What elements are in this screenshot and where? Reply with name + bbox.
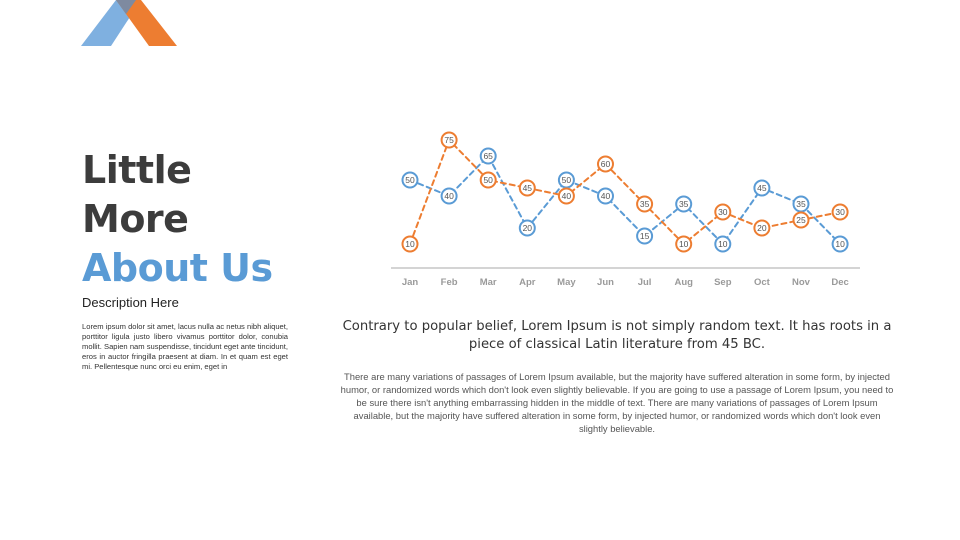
data-label: 30	[718, 207, 728, 218]
logo	[81, 0, 177, 46]
x-tick-label: Sep	[714, 277, 732, 288]
series-line-1	[410, 156, 840, 244]
data-label: 40	[600, 191, 611, 202]
x-tick-label: Jul	[637, 277, 652, 288]
data-label: 30	[835, 207, 845, 218]
data-label: 35	[796, 199, 806, 210]
data-label: 45	[757, 183, 767, 194]
data-label: 75	[444, 135, 454, 146]
body-paragraph: There are many variations of passages of Lorem Ipsum available, but the majority have suffered alteration in some form, by injected humor, or randomized words which don't look even slightly believable. If you are going to use a passage of Lorem Ipsum, you need to be sure there isn't anything embarrassing hidden in the middle of text. There are many variations of passages of Lorem Ipsum available, but the majority have suffered alteration in some form, by injected humor, or randomized words which don't look even slightly believable.	[340, 371, 894, 434]
x-tick-label: Nov	[792, 277, 810, 288]
description-body: Lorem ipsum dolor sit amet, lacus nulla ac netus nibh aliquet, porttitor ligula justo libero vivamus porttitor dolor, conubia mollit. Sapien nam suspendisse, tincidunt eget ante tincidunt, eros in auctor fringilla praesent at diam. In et quam est eget mi. Pellentesque nunc orci eu enim, eget in	[82, 322, 288, 371]
data-label: 40	[561, 191, 572, 202]
quote-text: Contrary to popular belief, Lorem Ipsum is not simply random text. It has roots in a piece of classical Latin literature from 45 BC.	[342, 319, 892, 352]
data-label: 15	[639, 231, 650, 242]
data-label: 40	[444, 191, 454, 202]
x-tick-label: Mar	[479, 277, 497, 288]
x-tick-label: Feb	[440, 277, 458, 288]
data-label: 20	[522, 223, 533, 234]
data-label: 10	[405, 239, 415, 250]
data-label: 35	[678, 199, 689, 210]
data-label: 20	[757, 223, 767, 234]
data-label: 10	[678, 239, 689, 250]
x-tick-label: Oct	[753, 277, 770, 288]
data-label: 65	[483, 151, 493, 162]
line-chart	[388, 120, 864, 292]
data-label: 50	[405, 175, 415, 186]
x-tick-label: May	[557, 277, 576, 288]
x-tick-label: Dec	[831, 277, 849, 288]
data-label: 50	[561, 175, 572, 186]
page-heading	[82, 146, 273, 293]
x-tick-label: Jun	[597, 277, 614, 288]
data-label: 10	[835, 239, 845, 250]
data-label: 60	[600, 159, 611, 170]
x-tick-label: Aug	[674, 277, 693, 288]
heading-line-1: Little	[82, 148, 192, 192]
data-label: 45	[522, 183, 533, 194]
heading-line-3: About Us	[82, 246, 273, 290]
series-line-2	[410, 140, 840, 244]
data-label: 25	[796, 215, 806, 226]
x-tick-label: Jan	[401, 277, 419, 288]
description-title: Description Here	[82, 295, 179, 310]
heading-line-2: More	[82, 197, 189, 241]
data-label: 10	[718, 239, 728, 250]
x-tick-label: Apr	[519, 277, 536, 288]
data-label: 50	[483, 175, 493, 186]
data-label: 35	[639, 199, 650, 210]
